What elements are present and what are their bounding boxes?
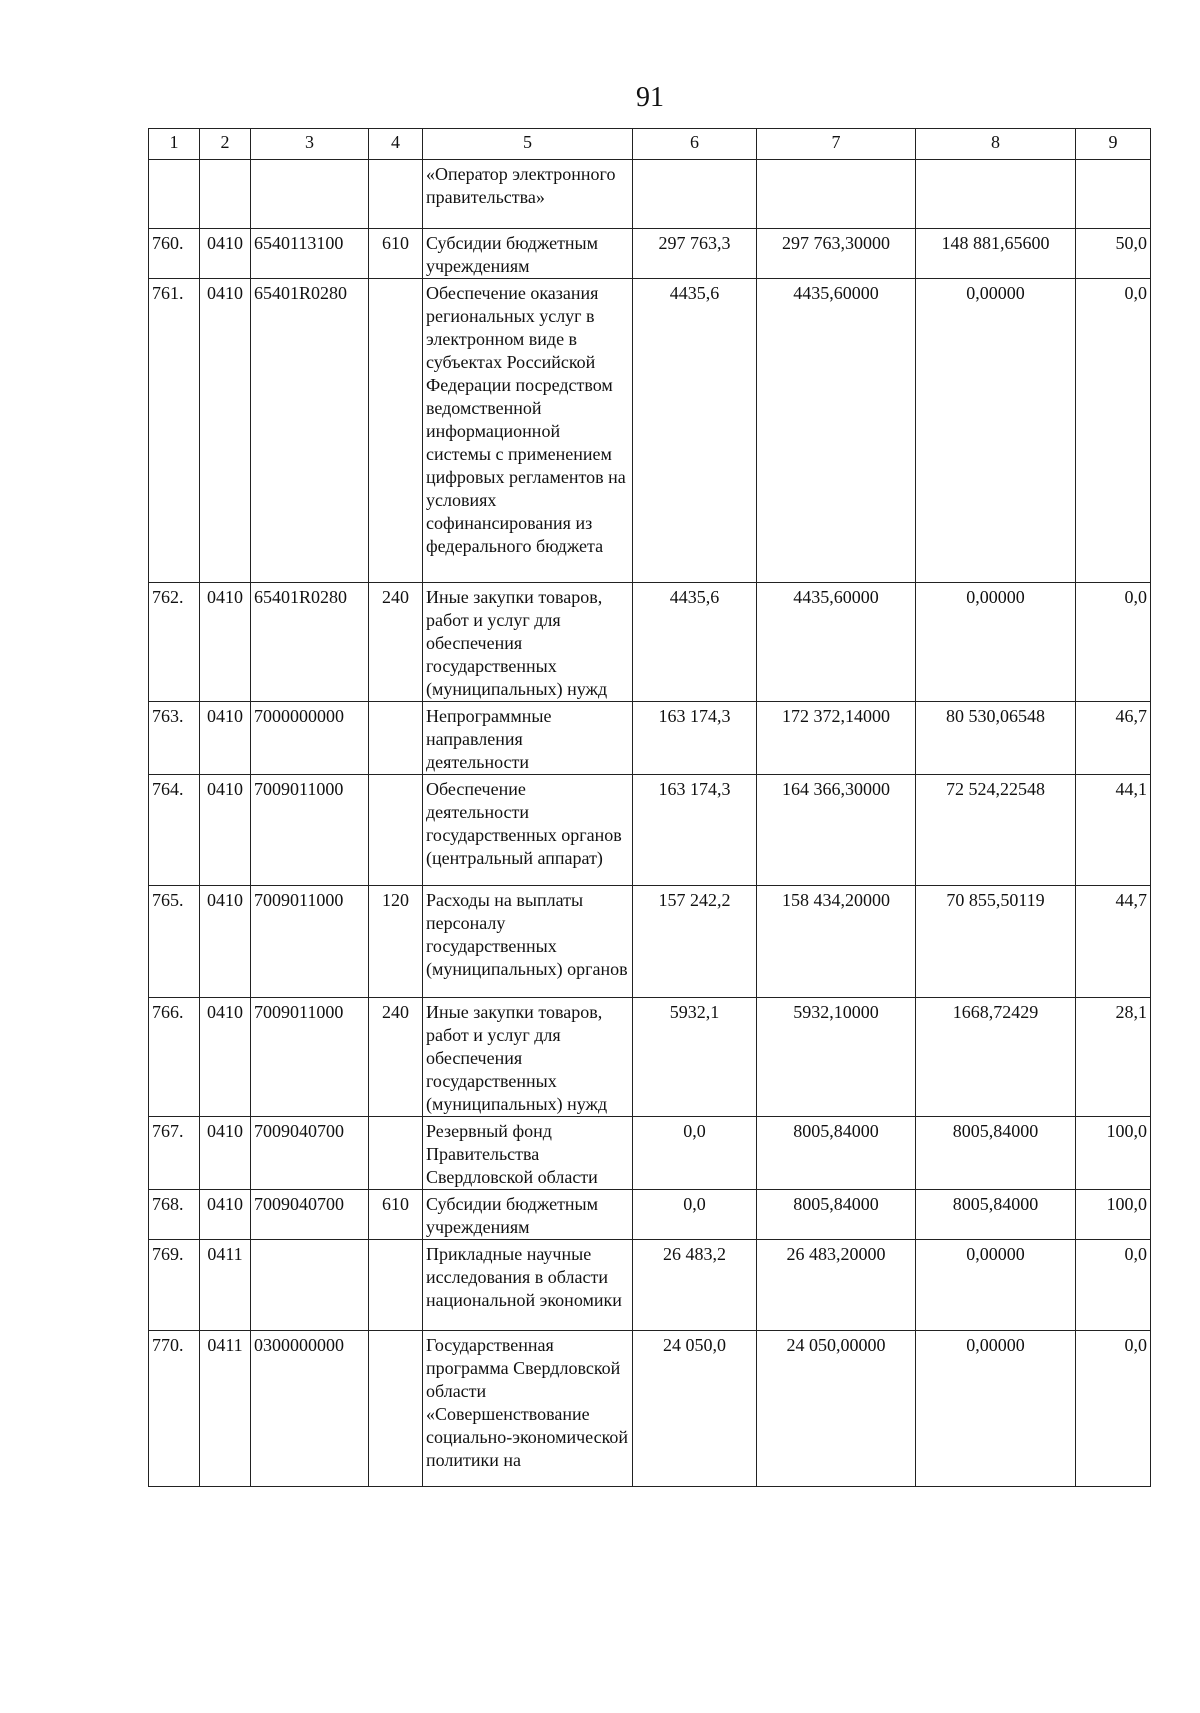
table-row bbox=[149, 1190, 1151, 1240]
cell-refined-amount: 24 050,00000 bbox=[757, 1331, 916, 1487]
cell-refined-amount: 8005,84000 bbox=[757, 1117, 916, 1190]
cell-expense-type: 610 bbox=[369, 229, 423, 279]
cell-refined-amount bbox=[757, 160, 916, 229]
cell-description: Субсидии бюджетным учреждениям bbox=[423, 229, 633, 279]
column-header-1: 1 bbox=[149, 129, 200, 160]
cell-execution-percent: 100,0 bbox=[1076, 1117, 1151, 1190]
cell-target-article: 0300000000 bbox=[251, 1331, 369, 1487]
cell-executed-amount: 8005,84000 bbox=[916, 1190, 1076, 1240]
cell-row-number: 764. bbox=[149, 775, 200, 886]
cell-executed-amount: 1668,72429 bbox=[916, 998, 1076, 1117]
cell-description: Расходы на выплаты персоналу государственных (муниципальных) органов bbox=[423, 886, 633, 998]
cell-row-number: 762. bbox=[149, 583, 200, 702]
budget-table bbox=[148, 128, 1151, 1487]
cell-execution-percent: 46,7 bbox=[1076, 702, 1151, 775]
cell-refined-amount: 8005,84000 bbox=[757, 1190, 916, 1240]
column-header-4: 4 bbox=[369, 129, 423, 160]
cell-section-code: 0410 bbox=[200, 886, 251, 998]
cell-expense-type bbox=[369, 279, 423, 583]
cell-description: «Оператор электронного правительства» bbox=[423, 160, 633, 229]
cell-execution-percent: 50,0 bbox=[1076, 229, 1151, 279]
cell-row-number: 768. bbox=[149, 1190, 200, 1240]
cell-approved-amount: 297 763,3 bbox=[633, 229, 757, 279]
cell-expense-type bbox=[369, 160, 423, 229]
cell-refined-amount: 4435,60000 bbox=[757, 279, 916, 583]
cell-target-article: 7009011000 bbox=[251, 998, 369, 1117]
cell-approved-amount: 163 174,3 bbox=[633, 702, 757, 775]
cell-target-article: 7009040700 bbox=[251, 1190, 369, 1240]
cell-executed-amount: 0,00000 bbox=[916, 1331, 1076, 1487]
cell-section-code: 0410 bbox=[200, 1117, 251, 1190]
cell-refined-amount: 4435,60000 bbox=[757, 583, 916, 702]
table-row bbox=[149, 886, 1151, 998]
cell-approved-amount bbox=[633, 160, 757, 229]
cell-approved-amount: 24 050,0 bbox=[633, 1331, 757, 1487]
cell-executed-amount: 0,00000 bbox=[916, 279, 1076, 583]
column-header-9: 9 bbox=[1076, 129, 1151, 160]
cell-target-article bbox=[251, 1240, 369, 1331]
page-number: 91 bbox=[636, 82, 664, 113]
cell-target-article: 7009011000 bbox=[251, 886, 369, 998]
cell-description: Резервный фонд Правительства Свердловской области bbox=[423, 1117, 633, 1190]
cell-description: Обеспечение оказания региональных услуг в электронном виде в субъектах Российской Федерации посредством ведомственной информационной системы с применением цифровых регламентов на условиях софинансирования из федерального бюджета bbox=[423, 279, 633, 583]
cell-row-number: 769. bbox=[149, 1240, 200, 1331]
cell-approved-amount: 4435,6 bbox=[633, 279, 757, 583]
cell-target-article bbox=[251, 160, 369, 229]
cell-row-number: 763. bbox=[149, 702, 200, 775]
cell-target-article: 65401R0280 bbox=[251, 583, 369, 702]
cell-execution-percent: 44,1 bbox=[1076, 775, 1151, 886]
table-row bbox=[149, 1240, 1151, 1331]
column-header-2: 2 bbox=[200, 129, 251, 160]
cell-expense-type bbox=[369, 775, 423, 886]
cell-execution-percent: 0,0 bbox=[1076, 1331, 1151, 1487]
cell-description: Субсидии бюджетным учреждениям bbox=[423, 1190, 633, 1240]
cell-section-code: 0410 bbox=[200, 1190, 251, 1240]
cell-approved-amount: 4435,6 bbox=[633, 583, 757, 702]
table-row bbox=[149, 775, 1151, 886]
cell-expense-type bbox=[369, 1117, 423, 1190]
cell-executed-amount: 8005,84000 bbox=[916, 1117, 1076, 1190]
column-header-8: 8 bbox=[916, 129, 1076, 160]
cell-executed-amount: 0,00000 bbox=[916, 1240, 1076, 1331]
cell-row-number: 761. bbox=[149, 279, 200, 583]
cell-refined-amount: 26 483,20000 bbox=[757, 1240, 916, 1331]
cell-section-code: 0410 bbox=[200, 279, 251, 583]
cell-expense-type bbox=[369, 702, 423, 775]
cell-executed-amount: 80 530,06548 bbox=[916, 702, 1076, 775]
cell-row-number: 767. bbox=[149, 1117, 200, 1190]
cell-target-article: 7009040700 bbox=[251, 1117, 369, 1190]
column-header-5: 5 bbox=[423, 129, 633, 160]
column-header-7: 7 bbox=[757, 129, 916, 160]
cell-executed-amount: 70 855,50119 bbox=[916, 886, 1076, 998]
cell-description: Прикладные научные исследования в области национальной экономики bbox=[423, 1240, 633, 1331]
cell-expense-type: 120 bbox=[369, 886, 423, 998]
cell-refined-amount: 158 434,20000 bbox=[757, 886, 916, 998]
cell-refined-amount: 164 366,30000 bbox=[757, 775, 916, 886]
cell-expense-type: 240 bbox=[369, 998, 423, 1117]
cell-section-code bbox=[200, 160, 251, 229]
cell-execution-percent: 0,0 bbox=[1076, 1240, 1151, 1331]
header-row bbox=[149, 129, 1151, 160]
table-row bbox=[149, 1331, 1151, 1487]
cell-row-number bbox=[149, 160, 200, 229]
cell-approved-amount: 163 174,3 bbox=[633, 775, 757, 886]
cell-section-code: 0410 bbox=[200, 702, 251, 775]
cell-executed-amount: 148 881,65600 bbox=[916, 229, 1076, 279]
cell-description: Обеспечение деятельности государственных органов (центральный аппарат) bbox=[423, 775, 633, 886]
cell-description: Иные закупки товаров, работ и услуг для обеспечения государственных (муниципальных) нужд bbox=[423, 998, 633, 1117]
cell-expense-type bbox=[369, 1240, 423, 1331]
cell-expense-type bbox=[369, 1331, 423, 1487]
table-row bbox=[149, 229, 1151, 279]
cell-target-article: 65401R0280 bbox=[251, 279, 369, 583]
cell-section-code: 0411 bbox=[200, 1331, 251, 1487]
cell-description: Иные закупки товаров, работ и услуг для обеспечения государственных (муниципальных) нужд bbox=[423, 583, 633, 702]
cell-row-number: 770. bbox=[149, 1331, 200, 1487]
column-header-6: 6 bbox=[633, 129, 757, 160]
table-row bbox=[149, 998, 1151, 1117]
cell-description: Непрограммные направления деятельности bbox=[423, 702, 633, 775]
cell-row-number: 766. bbox=[149, 998, 200, 1117]
cell-expense-type: 240 bbox=[369, 583, 423, 702]
cell-row-number: 765. bbox=[149, 886, 200, 998]
cell-approved-amount: 157 242,2 bbox=[633, 886, 757, 998]
cell-section-code: 0411 bbox=[200, 1240, 251, 1331]
cell-execution-percent: 0,0 bbox=[1076, 279, 1151, 583]
table-body bbox=[149, 160, 1151, 1487]
cell-section-code: 0410 bbox=[200, 229, 251, 279]
cell-section-code: 0410 bbox=[200, 583, 251, 702]
cell-execution-percent: 0,0 bbox=[1076, 583, 1151, 702]
table-row bbox=[149, 160, 1151, 229]
cell-executed-amount: 72 524,22548 bbox=[916, 775, 1076, 886]
cell-target-article: 7009011000 bbox=[251, 775, 369, 886]
cell-expense-type: 610 bbox=[369, 1190, 423, 1240]
cell-section-code: 0410 bbox=[200, 998, 251, 1117]
cell-row-number: 760. bbox=[149, 229, 200, 279]
table-row bbox=[149, 1117, 1151, 1190]
cell-execution-percent bbox=[1076, 160, 1151, 229]
cell-approved-amount: 0,0 bbox=[633, 1190, 757, 1240]
cell-execution-percent: 100,0 bbox=[1076, 1190, 1151, 1240]
cell-executed-amount: 0,00000 bbox=[916, 583, 1076, 702]
cell-refined-amount: 5932,10000 bbox=[757, 998, 916, 1117]
cell-refined-amount: 172 372,14000 bbox=[757, 702, 916, 775]
cell-approved-amount: 26 483,2 bbox=[633, 1240, 757, 1331]
cell-section-code: 0410 bbox=[200, 775, 251, 886]
cell-target-article: 6540113100 bbox=[251, 229, 369, 279]
cell-target-article: 7000000000 bbox=[251, 702, 369, 775]
table-row bbox=[149, 702, 1151, 775]
cell-execution-percent: 44,7 bbox=[1076, 886, 1151, 998]
cell-approved-amount: 0,0 bbox=[633, 1117, 757, 1190]
cell-approved-amount: 5932,1 bbox=[633, 998, 757, 1117]
table-row bbox=[149, 583, 1151, 702]
column-header-3: 3 bbox=[251, 129, 369, 160]
table-row bbox=[149, 279, 1151, 583]
cell-execution-percent: 28,1 bbox=[1076, 998, 1151, 1117]
cell-description: Государственная программа Свердловской области «Совершенствование социально-экономической политики на bbox=[423, 1331, 633, 1487]
cell-refined-amount: 297 763,30000 bbox=[757, 229, 916, 279]
cell-executed-amount bbox=[916, 160, 1076, 229]
